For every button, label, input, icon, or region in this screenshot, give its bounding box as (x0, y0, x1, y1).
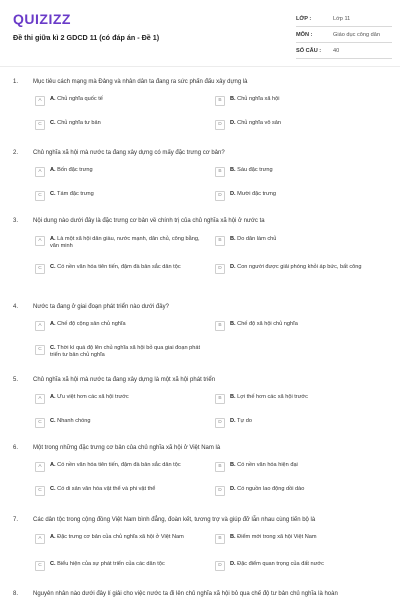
option-text: Có nguồn lao động dồi dào (237, 486, 305, 492)
meta-value: Giáo dục công dân (333, 31, 380, 38)
option-letter-box: A (35, 236, 45, 246)
option-text: Ưu việt hơn các xã hội trước (57, 394, 129, 400)
option-key: A. (50, 236, 56, 242)
question-item (13, 149, 389, 198)
answer-option-c[interactable] (35, 191, 207, 201)
option-key: B. (230, 462, 236, 468)
option-letter-box: C (35, 418, 45, 428)
question-header (13, 78, 389, 86)
option-body (230, 321, 387, 328)
option-letter-box: C (35, 345, 45, 355)
option-letter-box: B (215, 321, 225, 331)
option-body (230, 561, 387, 568)
option-body (230, 167, 387, 174)
option-letter-box: A (35, 462, 45, 472)
option-body (50, 167, 207, 174)
option-key: A. (50, 534, 56, 540)
question-number: 7. (13, 517, 19, 523)
question-item (13, 217, 389, 271)
option-body (230, 191, 387, 198)
option-text: Chế độ xã hội chủ nghĩa (237, 321, 298, 327)
option-key: D. (230, 418, 236, 424)
option-letter-box: C (35, 486, 45, 496)
answer-option-c[interactable] (35, 264, 207, 274)
option-body (230, 236, 387, 243)
option-text: Có nền văn hóa hiện đại (237, 462, 298, 468)
meta-value: Lớp 11 (333, 15, 351, 22)
option-body (50, 236, 207, 250)
meta-label: SỐ CÂU : (296, 47, 322, 54)
question-text: Các dân tộc trong cộng đồng Việt Nam bình đẳng, đoàn kết, tương trợ và giúp đỡ lẫn nhau cùng tiến bộ là (33, 517, 316, 523)
question-header (13, 590, 389, 598)
option-letter-box: C (35, 120, 45, 130)
option-key: C. (50, 191, 56, 197)
option-letter-box: A (35, 394, 45, 404)
question-item (13, 303, 389, 358)
option-text: Tự do (237, 418, 252, 424)
meta-value: 40 (333, 47, 340, 54)
question-item (13, 444, 389, 493)
option-text: Bốn đặc trưng (57, 167, 93, 173)
header-divider (0, 66, 400, 67)
option-key: D. (230, 561, 236, 567)
option-body (50, 321, 207, 328)
question-number: 8. (13, 591, 19, 597)
option-text: Tám đặc trưng (57, 191, 94, 197)
option-key: A. (50, 462, 56, 468)
option-text: Nhanh chóng (57, 418, 91, 424)
option-key: A. (50, 321, 56, 327)
answer-option-c[interactable] (35, 486, 207, 496)
question-text: Nguyên nhân nào dưới đây lí giải cho việc nước ta đi lên chủ nghĩa xã hội bỏ qua chế độ tư bản chủ nghĩa là hoàn (33, 591, 338, 597)
option-text: Chủ nghĩa xã hội (237, 96, 280, 102)
option-letter-box: A (35, 321, 45, 331)
option-letter-box: C (35, 191, 45, 201)
meta-row-subject (296, 27, 392, 43)
option-key: B. (230, 96, 236, 102)
option-letter-box: D (215, 264, 225, 274)
option-letter-box: A (35, 96, 45, 106)
option-body (230, 534, 387, 541)
option-body (50, 394, 207, 401)
option-body (230, 394, 387, 401)
answer-option-a[interactable] (35, 394, 207, 404)
question-item (13, 516, 389, 568)
question-number: 4. (13, 304, 19, 310)
option-letter-box: D (215, 561, 225, 571)
answer-option-b[interactable] (215, 321, 387, 331)
option-key: A. (50, 394, 56, 400)
option-body (50, 534, 207, 541)
question-header (13, 516, 389, 524)
question-header (13, 444, 389, 452)
answer-option-d[interactable] (215, 486, 387, 496)
option-letter-box: A (35, 167, 45, 177)
option-text: Điểm mới trong xã hội Việt Nam (237, 534, 317, 540)
option-letter-box: A (35, 534, 45, 544)
question-item (13, 78, 389, 127)
option-letter-box: B (215, 96, 225, 106)
answer-option-d[interactable] (215, 191, 387, 201)
answer-option-b[interactable] (215, 394, 387, 404)
option-key: A. (50, 96, 56, 102)
answer-option-b[interactable] (215, 236, 387, 246)
option-key: B. (230, 394, 236, 400)
question-number: 3. (13, 218, 19, 224)
option-letter-box: D (215, 191, 225, 201)
meta-row-class (296, 11, 392, 27)
question-text: Chủ nghĩa xã hội mà nước ta đang xây dựng là một xã hội phát triển (33, 377, 216, 383)
option-text: Đặc trưng cơ bản của chủ nghĩa xã hội ở Việt Nam (57, 534, 184, 540)
question-item (13, 376, 389, 425)
option-text: Mười đặc trưng (237, 191, 276, 197)
answer-option-d[interactable] (215, 418, 387, 428)
question-number: 5. (13, 377, 19, 383)
question-text: Nội dung nào dưới đây là đặc trưng cơ bản về chính trị của chủ nghĩa xã hội ở nước ta (33, 218, 265, 224)
meta-row-count (296, 43, 392, 59)
meta-table (296, 11, 392, 59)
option-letter-box: B (215, 534, 225, 544)
option-body (50, 486, 207, 493)
option-text: Do dân làm chủ (237, 236, 277, 242)
answer-option-d[interactable] (215, 120, 387, 130)
answer-option-b[interactable] (215, 167, 387, 177)
answer-option-c[interactable] (35, 345, 207, 359)
question-header (13, 217, 389, 225)
option-text: Con người được giải phóng khỏi áp bức, bất công (237, 264, 362, 270)
option-body (230, 418, 387, 425)
option-text: Lợi thế hơn các xã hội trước (237, 394, 308, 400)
question-header (13, 303, 389, 311)
answer-option-d[interactable] (215, 264, 387, 274)
option-text: Sáu đặc trưng (237, 167, 273, 173)
option-key: C. (50, 264, 56, 270)
option-key: C. (50, 418, 56, 424)
meta-label: MÔN : (296, 31, 313, 38)
answer-option-a[interactable] (35, 96, 207, 106)
answer-option-a[interactable] (35, 321, 207, 331)
option-text: Có nền văn hóa tiên tiến, đậm đà bản sắc dân tộc (57, 264, 181, 270)
option-body (50, 462, 207, 469)
option-body (50, 418, 207, 425)
question-text: Chủ nghĩa xã hội mà nước ta đang xây dựng có mấy đặc trưng cơ bản? (33, 150, 225, 156)
option-letter-box: D (215, 120, 225, 130)
answer-option-a[interactable] (35, 534, 207, 544)
option-key: C. (50, 120, 56, 126)
option-text: Có di sản văn hóa vật thể và phi vật thể (57, 486, 156, 492)
question-header (13, 149, 389, 157)
answer-option-a[interactable] (35, 236, 207, 250)
answer-option-b[interactable] (215, 462, 387, 472)
worksheet-title: Đề thi giữa kì 2 GDCD 11 (có đáp án - Đề 1) (13, 33, 160, 42)
option-body (230, 486, 387, 493)
answer-option-a[interactable] (35, 167, 207, 177)
option-text: Đặc điểm quan trọng của đất nước (237, 561, 324, 567)
option-key: C. (50, 561, 56, 567)
question-item (13, 590, 389, 598)
option-body (50, 345, 207, 359)
option-text: Chủ nghĩa quốc tế (57, 96, 103, 102)
answer-option-d[interactable] (215, 561, 387, 571)
option-text: Chủ nghĩa tư bản (57, 120, 101, 126)
option-text: Có nền văn hóa tiên tiến, đậm đà bản sắc dân tộc (57, 462, 181, 468)
option-body (50, 120, 207, 127)
option-text: Là một xã hội dân giàu, nước mạnh, dân chủ, công bằng, văn minh (50, 236, 200, 249)
option-letter-box: C (35, 561, 45, 571)
option-text: Biểu hiện của sự phát triển của các dân tộc (57, 561, 165, 567)
option-letter-box: B (215, 462, 225, 472)
question-text: Nước ta đang ở giai đoạn phát triển nào dưới đây? (33, 304, 169, 310)
question-number: 2. (13, 150, 19, 156)
option-body (230, 96, 387, 103)
option-key: B. (230, 236, 236, 242)
option-key: D. (230, 486, 236, 492)
question-header (13, 376, 389, 384)
answer-option-c[interactable] (35, 418, 207, 428)
option-key: B. (230, 534, 236, 540)
option-key: D. (230, 191, 236, 197)
option-key: D. (230, 120, 236, 126)
answer-option-c[interactable] (35, 561, 207, 571)
question-text: Một trong những đặc trưng cơ bản của chủ nghĩa xã hội ở Việt Nam là (33, 445, 221, 451)
option-body (230, 120, 387, 127)
option-body (50, 96, 207, 103)
option-body (230, 462, 387, 469)
option-key: B. (230, 167, 236, 173)
option-text: Chủ nghĩa vô sản (237, 120, 282, 126)
option-key: A. (50, 167, 56, 173)
quizizz-logo: QUIZIZZ (13, 11, 71, 27)
question-number: 1. (13, 79, 19, 85)
worksheet-header (0, 0, 400, 76)
option-text: Chế độ cộng sản chủ nghĩa (57, 321, 126, 327)
option-letter-box: B (215, 167, 225, 177)
question-text: Mục tiêu cách mạng mà Đảng và nhân dân ta đang ra sức phấn đấu xây dựng là (33, 79, 248, 85)
option-key: B. (230, 321, 236, 327)
option-body (230, 264, 387, 271)
option-letter-box: B (215, 236, 225, 246)
option-text: Thời kì quá độ lên chủ nghĩa xã hội bỏ qua giai đoạn phát triển tư bản chủ nghĩa (50, 345, 201, 358)
option-letter-box: C (35, 264, 45, 274)
option-key: C. (50, 345, 56, 351)
question-number: 6. (13, 445, 19, 451)
option-body (50, 264, 207, 271)
meta-label: LỚP : (296, 15, 312, 22)
answer-option-b[interactable] (215, 534, 387, 544)
option-letter-box: D (215, 486, 225, 496)
option-body (50, 191, 207, 198)
answer-option-c[interactable] (35, 120, 207, 130)
answer-option-b[interactable] (215, 96, 387, 106)
option-letter-box: D (215, 418, 225, 428)
option-letter-box: B (215, 394, 225, 404)
answer-option-a[interactable] (35, 462, 207, 472)
option-key: D. (230, 264, 236, 270)
option-body (50, 561, 207, 568)
option-key: C. (50, 486, 56, 492)
